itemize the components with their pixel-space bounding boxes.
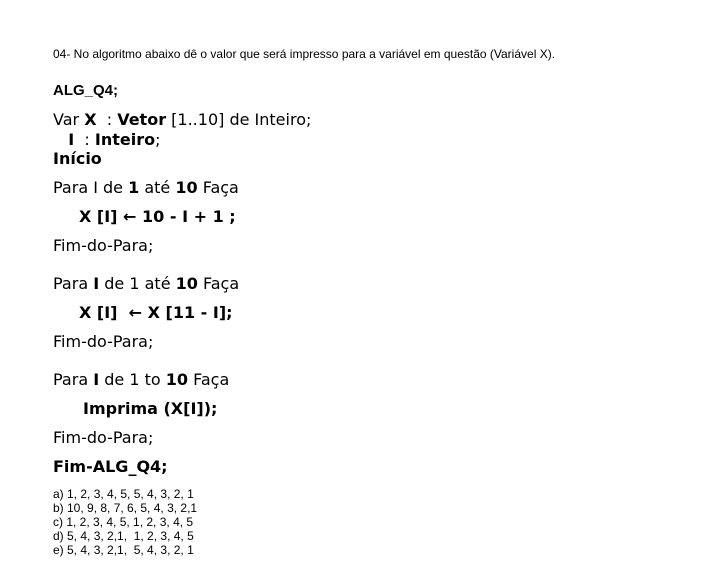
loop3-body: Imprima (X[I]); bbox=[83, 399, 218, 418]
loop1-from: 1 bbox=[128, 178, 140, 197]
var-sep: : bbox=[106, 110, 113, 129]
i-name: I bbox=[68, 130, 75, 149]
loop3-end: Fim-do-Para; bbox=[53, 428, 154, 447]
var-type: Vetor bbox=[117, 110, 167, 129]
loop2-var: I bbox=[93, 274, 100, 293]
option-c: c) 1, 2, 3, 4, 5, 1, 2, 3, 4, 5 bbox=[53, 515, 194, 529]
option-e: e) 5, 4, 3, 2,1, 5, 4, 3, 2, 1 bbox=[53, 543, 194, 557]
loop2-body: X [I] ← X [11 - I]; bbox=[79, 303, 233, 322]
loop1-header bbox=[53, 178, 239, 197]
loop3-tail: Faça bbox=[193, 370, 230, 389]
var-name: X bbox=[84, 110, 97, 129]
i-end: ; bbox=[155, 130, 161, 149]
i-sep: : bbox=[84, 130, 90, 149]
var-declaration bbox=[53, 110, 311, 129]
var-range: [1..10] de Inteiro; bbox=[171, 110, 312, 129]
loop1-end: Fim-do-Para; bbox=[53, 236, 154, 255]
loop3-head: Para bbox=[53, 370, 89, 389]
option-a: a) 1, 2, 3, 4, 5, 5, 4, 3, 2, 1 bbox=[53, 487, 194, 501]
i-declaration bbox=[53, 130, 160, 149]
loop2-mid: de 1 até bbox=[104, 274, 171, 293]
loop3-to: 10 bbox=[165, 370, 189, 389]
inicio-keyword: Início bbox=[53, 149, 102, 168]
loop1-mid: até bbox=[144, 178, 171, 197]
option-d: d) 5, 4, 3, 2,1, 1, 2, 3, 4, 5 bbox=[53, 529, 194, 543]
loop2-head: Para bbox=[53, 274, 89, 293]
loop1-body: X [I] ← 10 - I + 1 ; bbox=[79, 207, 236, 226]
i-type: Inteiro bbox=[94, 130, 156, 149]
algorithm-end: Fim-ALG_Q4; bbox=[53, 457, 168, 476]
loop2-to: 10 bbox=[175, 274, 198, 293]
var-keyword: Var bbox=[53, 110, 80, 129]
loop1-to: 10 bbox=[175, 178, 198, 197]
loop3-var: I bbox=[93, 370, 100, 389]
loop3-header bbox=[53, 370, 229, 389]
loop3-mid: de 1 to bbox=[104, 370, 161, 389]
option-b: b) 10, 9, 8, 7, 6, 5, 4, 3, 2,1 bbox=[53, 501, 198, 515]
loop1-head: Para I de bbox=[53, 178, 124, 197]
loop1-tail: Faça bbox=[202, 178, 239, 197]
loop2-header bbox=[53, 274, 239, 293]
algorithm-header: ALG_Q4; bbox=[53, 82, 119, 99]
loop2-end: Fim-do-Para; bbox=[53, 332, 154, 351]
question-text: 04- No algoritmo abaixo dê o valor que será impresso para a variável em questão (Variável X). bbox=[53, 47, 556, 61]
loop2-tail: Faça bbox=[203, 274, 240, 293]
